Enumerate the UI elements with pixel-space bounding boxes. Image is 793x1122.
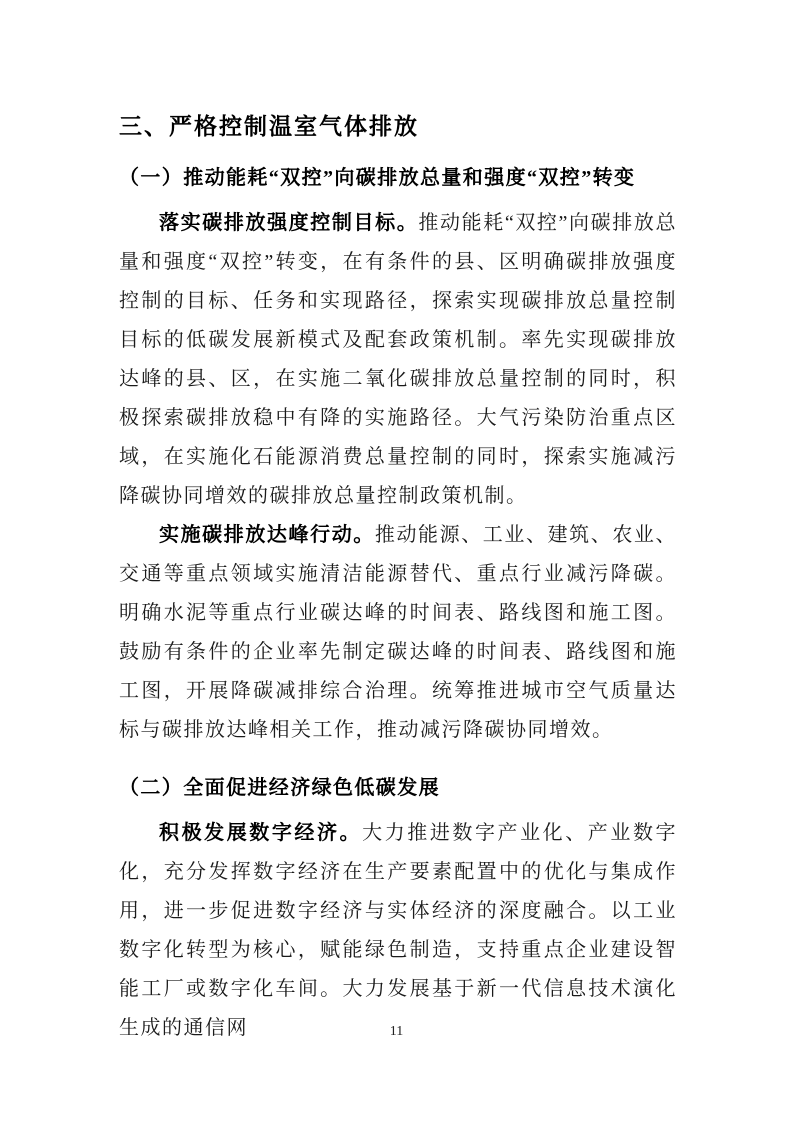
subsection-2 [119,774,677,1048]
page-number: 11 [389,1024,404,1039]
paragraph [119,814,677,1048]
subsection-2-heading: （二）全面促进经济绿色低碳发展 [119,777,440,799]
subsection-1-heading: （一）推动能耗“双控”向碳排放总量和强度“双控”转变 [119,167,636,189]
subsection-1 [119,164,677,750]
paragraph-text: 推动能耗“双控”向碳排放总量和强度“双控”转变，在有条件的县、区明确碳排放强度控制的目标、任务和实现路径，探索实现碳排放总量控制目标的低碳发展新模式及配套政策机制。率先实现碳排放达峰的县、区，在实施二氧化碳排放总量控制的同时，积极探索碳排放稳中有降的实施路径。大气污染防治重点区域，在实施化石能源消费总量控制的同时，探索实施减污降碳协同增效的碳排放总量控制政策机制。 [119,212,677,507]
paragraph-lead: 落实碳排放强度控制目标。 [159,212,419,234]
paragraph-text: 大力推进数字产业化、产业数字化，充分发挥数字经济在生产要素配置中的优化与集成作用，进一步促进数字经济与实体经济的深度融合。以工业数字化转型为核心，赋能绿色制造，支持重点企业建设智能工厂或数字化车间。大力发展基于新一代信息技术演化生成的通信网 [119,822,678,1039]
paragraph-text: 推动能源、工业、建筑、农业、交通等重点领域实施清洁能源替代、重点行业减污降碳。明确水泥等重点行业碳达峰的时间表、路线图和施工图。鼓励有条件的企业率先制定碳达峰的时间表、路线图和施工图，开展降碳减排综合治理。统筹推进城市空气质量达标与碳排放达峰相关工作，推动减污降碳协同增效。 [119,524,678,741]
document-content [119,112,677,1048]
paragraph [119,204,677,516]
paragraph-lead: 积极发展数字经济。 [159,822,363,844]
paragraph-lead: 实施碳排放达峰行动。 [159,524,375,546]
paragraph [119,516,677,750]
section-heading: 三、严格控制温室气体排放 [119,113,419,139]
